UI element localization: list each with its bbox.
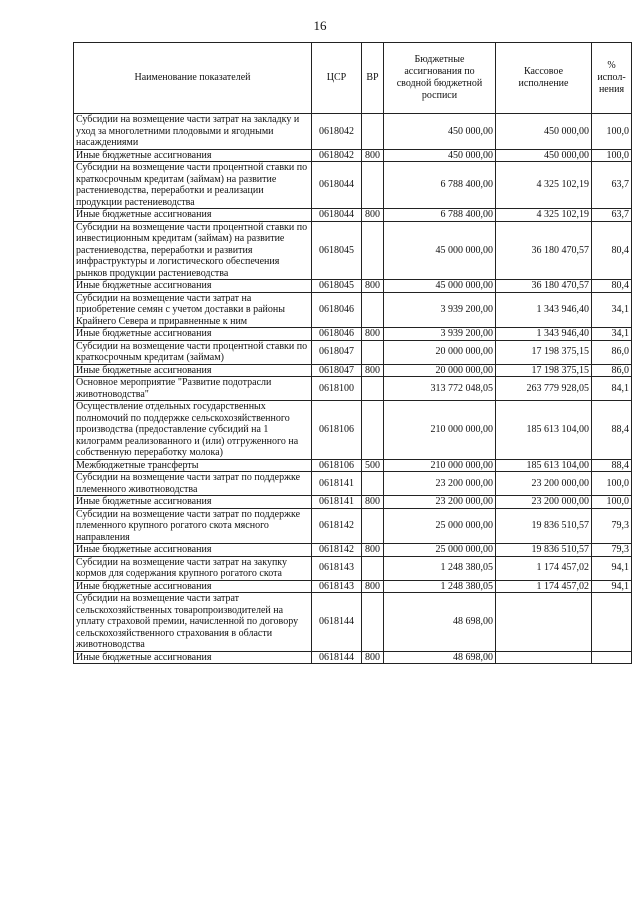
row-cash-amount: 1 174 457,02 — [496, 556, 592, 580]
column-header-percent: % испол-нения — [592, 43, 632, 114]
row-csr-code: 0618046 — [312, 292, 362, 328]
row-percent: 80,4 — [592, 280, 632, 293]
row-csr-code: 0618143 — [312, 556, 362, 580]
row-name: Субсидии на возмещение части затрат на закладку и уход за многолетними плодовыми и ягодными насаждениями — [74, 114, 312, 150]
row-percent: 63,7 — [592, 209, 632, 222]
row-budget-amount: 48 698,00 — [384, 593, 496, 652]
row-budget-amount: 48 698,00 — [384, 651, 496, 664]
row-name: Осуществление отдельных государственных полномочий по поддержке сельскохозяйственного производства (предоставление субсидий на 1 килограмм реализованного и (или) отгруженного на собственную переработку молока) — [74, 401, 312, 460]
row-cash-amount: 1 343 946,40 — [496, 292, 592, 328]
row-vr-code: 800 — [362, 280, 384, 293]
table-row — [74, 556, 632, 580]
row-csr-code: 0618141 — [312, 496, 362, 509]
table-row — [74, 508, 632, 544]
row-name: Субсидии на возмещение части процентной ставки по инвестиционным кредитам (займам) на развитие растениеводства, переработки и развития инфраструктуры и логистического обеспечения рынков продукции растениеводства — [74, 221, 312, 280]
row-budget-amount: 23 200 000,00 — [384, 496, 496, 509]
row-budget-amount: 313 772 048,05 — [384, 377, 496, 401]
row-cash-amount: 263 779 928,05 — [496, 377, 592, 401]
row-vr-code: 800 — [362, 544, 384, 557]
table-row — [74, 364, 632, 377]
row-cash-amount: 185 613 104,00 — [496, 401, 592, 460]
row-vr-code — [362, 401, 384, 460]
column-header-vr: ВР — [362, 43, 384, 114]
row-cash-amount: 17 198 375,15 — [496, 340, 592, 364]
row-budget-amount: 6 788 400,00 — [384, 162, 496, 209]
row-percent: 88,4 — [592, 401, 632, 460]
row-name: Иные бюджетные ассигнования — [74, 364, 312, 377]
table-body — [74, 114, 632, 664]
row-budget-amount: 450 000,00 — [384, 114, 496, 150]
column-header-cash: Кассовое исполнение — [496, 43, 592, 114]
row-vr-code: 800 — [362, 328, 384, 341]
row-percent: 88,4 — [592, 459, 632, 472]
row-csr-code: 0618106 — [312, 459, 362, 472]
row-csr-code: 0618046 — [312, 328, 362, 341]
row-csr-code: 0618100 — [312, 377, 362, 401]
row-cash-amount: 36 180 470,57 — [496, 280, 592, 293]
row-percent: 84,1 — [592, 377, 632, 401]
table-row — [74, 114, 632, 150]
row-vr-code: 800 — [362, 580, 384, 593]
row-cash-amount — [496, 593, 592, 652]
row-budget-amount: 23 200 000,00 — [384, 472, 496, 496]
table-row — [74, 328, 632, 341]
row-budget-amount: 450 000,00 — [384, 149, 496, 162]
row-vr-code — [362, 593, 384, 652]
row-cash-amount: 23 200 000,00 — [496, 472, 592, 496]
row-vr-code: 800 — [362, 496, 384, 509]
row-vr-code — [362, 508, 384, 544]
table-row — [74, 580, 632, 593]
row-name: Субсидии на возмещение части затрат по поддержке племенного крупного рогатого скота мясного направления — [74, 508, 312, 544]
table-row — [74, 280, 632, 293]
row-percent: 100,0 — [592, 114, 632, 150]
row-name: Иные бюджетные ассигнования — [74, 280, 312, 293]
budget-execution-table — [73, 42, 632, 664]
row-cash-amount: 36 180 470,57 — [496, 221, 592, 280]
row-vr-code — [362, 472, 384, 496]
row-csr-code: 0618044 — [312, 162, 362, 209]
row-csr-code: 0618141 — [312, 472, 362, 496]
row-percent — [592, 593, 632, 652]
table-row — [74, 593, 632, 652]
table-row — [74, 149, 632, 162]
row-csr-code: 0618144 — [312, 651, 362, 664]
row-vr-code: 800 — [362, 149, 384, 162]
row-budget-amount: 25 000 000,00 — [384, 508, 496, 544]
column-header-name: Наименование показателей — [74, 43, 312, 114]
table-row — [74, 377, 632, 401]
table-row — [74, 544, 632, 557]
row-vr-code — [362, 340, 384, 364]
row-vr-code — [362, 114, 384, 150]
row-cash-amount: 450 000,00 — [496, 149, 592, 162]
row-budget-amount: 25 000 000,00 — [384, 544, 496, 557]
page-number: 16 — [313, 18, 327, 33]
row-percent: 79,3 — [592, 508, 632, 544]
table-row — [74, 340, 632, 364]
row-cash-amount — [496, 651, 592, 664]
row-csr-code: 0618144 — [312, 593, 362, 652]
row-vr-code — [362, 221, 384, 280]
row-vr-code — [362, 556, 384, 580]
row-percent: 79,3 — [592, 544, 632, 557]
row-percent: 94,1 — [592, 580, 632, 593]
row-budget-amount: 3 939 200,00 — [384, 292, 496, 328]
row-name: Субсидии на возмещение части затрат сельскохозяйственных товаропроизводителей на уплату страховой премии, начисленной по договору сельскохозяйственного страхования в области животноводства — [74, 593, 312, 652]
row-vr-code: 800 — [362, 364, 384, 377]
row-cash-amount: 185 613 104,00 — [496, 459, 592, 472]
row-csr-code: 0618143 — [312, 580, 362, 593]
row-vr-code — [362, 377, 384, 401]
row-csr-code: 0618047 — [312, 364, 362, 377]
row-name: Основное мероприятие "Развитие подотрасли животноводства" — [74, 377, 312, 401]
row-budget-amount: 3 939 200,00 — [384, 328, 496, 341]
row-percent: 80,4 — [592, 221, 632, 280]
row-percent: 100,0 — [592, 472, 632, 496]
row-name: Иные бюджетные ассигнования — [74, 149, 312, 162]
row-percent: 86,0 — [592, 340, 632, 364]
row-percent — [592, 651, 632, 664]
row-budget-amount: 45 000 000,00 — [384, 221, 496, 280]
row-cash-amount: 450 000,00 — [496, 114, 592, 150]
row-cash-amount: 23 200 000,00 — [496, 496, 592, 509]
row-percent: 34,1 — [592, 292, 632, 328]
row-percent: 94,1 — [592, 556, 632, 580]
row-name: Межбюджетные трансферты — [74, 459, 312, 472]
table-row — [74, 651, 632, 664]
row-vr-code — [362, 162, 384, 209]
row-percent: 63,7 — [592, 162, 632, 209]
row-cash-amount: 19 836 510,57 — [496, 508, 592, 544]
row-cash-amount: 4 325 102,19 — [496, 209, 592, 222]
row-vr-code: 500 — [362, 459, 384, 472]
row-name: Субсидии на возмещение части затрат на закупку кормов для содержания крупного рогатого скота — [74, 556, 312, 580]
row-budget-amount: 20 000 000,00 — [384, 364, 496, 377]
row-cash-amount: 17 198 375,15 — [496, 364, 592, 377]
row-name: Субсидии на возмещение части процентной ставки по краткосрочным кредитам (займам) на развитие растениеводства, переработки и реализации продукции растениеводства — [74, 162, 312, 209]
row-name: Субсидии на возмещение части затрат на приобретение семян с учетом доставки в районы Крайнего Севера и приравненные к ним — [74, 292, 312, 328]
row-vr-code: 800 — [362, 209, 384, 222]
row-budget-amount: 1 248 380,05 — [384, 580, 496, 593]
table-row — [74, 401, 632, 460]
table-row — [74, 162, 632, 209]
row-percent: 100,0 — [592, 149, 632, 162]
column-header-csr: ЦСР — [312, 43, 362, 114]
row-cash-amount: 1 343 946,40 — [496, 328, 592, 341]
row-percent: 100,0 — [592, 496, 632, 509]
row-name: Иные бюджетные ассигнования — [74, 496, 312, 509]
row-csr-code: 0618142 — [312, 508, 362, 544]
row-budget-amount: 1 248 380,05 — [384, 556, 496, 580]
row-vr-code — [362, 292, 384, 328]
row-csr-code: 0618045 — [312, 280, 362, 293]
row-csr-code: 0618106 — [312, 401, 362, 460]
table-row — [74, 496, 632, 509]
row-name: Иные бюджетные ассигнования — [74, 651, 312, 664]
table-header-row — [74, 43, 632, 114]
column-header-budget: Бюджетные ассигнования по сводной бюджетной росписи — [384, 43, 496, 114]
row-csr-code: 0618042 — [312, 149, 362, 162]
table-row — [74, 209, 632, 222]
row-csr-code: 0618045 — [312, 221, 362, 280]
table-row — [74, 292, 632, 328]
row-name: Иные бюджетные ассигнования — [74, 209, 312, 222]
row-csr-code: 0618042 — [312, 114, 362, 150]
row-percent: 86,0 — [592, 364, 632, 377]
row-name: Иные бюджетные ассигнования — [74, 580, 312, 593]
row-percent: 34,1 — [592, 328, 632, 341]
row-csr-code: 0618044 — [312, 209, 362, 222]
table-row — [74, 459, 632, 472]
table-row — [74, 472, 632, 496]
row-budget-amount: 210 000 000,00 — [384, 401, 496, 460]
table-row — [74, 221, 632, 280]
row-budget-amount: 210 000 000,00 — [384, 459, 496, 472]
row-cash-amount: 1 174 457,02 — [496, 580, 592, 593]
row-cash-amount: 4 325 102,19 — [496, 162, 592, 209]
row-vr-code: 800 — [362, 651, 384, 664]
row-csr-code: 0618047 — [312, 340, 362, 364]
row-csr-code: 0618142 — [312, 544, 362, 557]
row-name: Субсидии на возмещение части процентной ставки по краткосрочным кредитам (займам) — [74, 340, 312, 364]
row-name: Иные бюджетные ассигнования — [74, 544, 312, 557]
row-budget-amount: 6 788 400,00 — [384, 209, 496, 222]
row-name: Субсидии на возмещение части затрат по поддержке племенного животноводства — [74, 472, 312, 496]
row-name: Иные бюджетные ассигнования — [74, 328, 312, 341]
row-budget-amount: 20 000 000,00 — [384, 340, 496, 364]
row-budget-amount: 45 000 000,00 — [384, 280, 496, 293]
row-cash-amount: 19 836 510,57 — [496, 544, 592, 557]
